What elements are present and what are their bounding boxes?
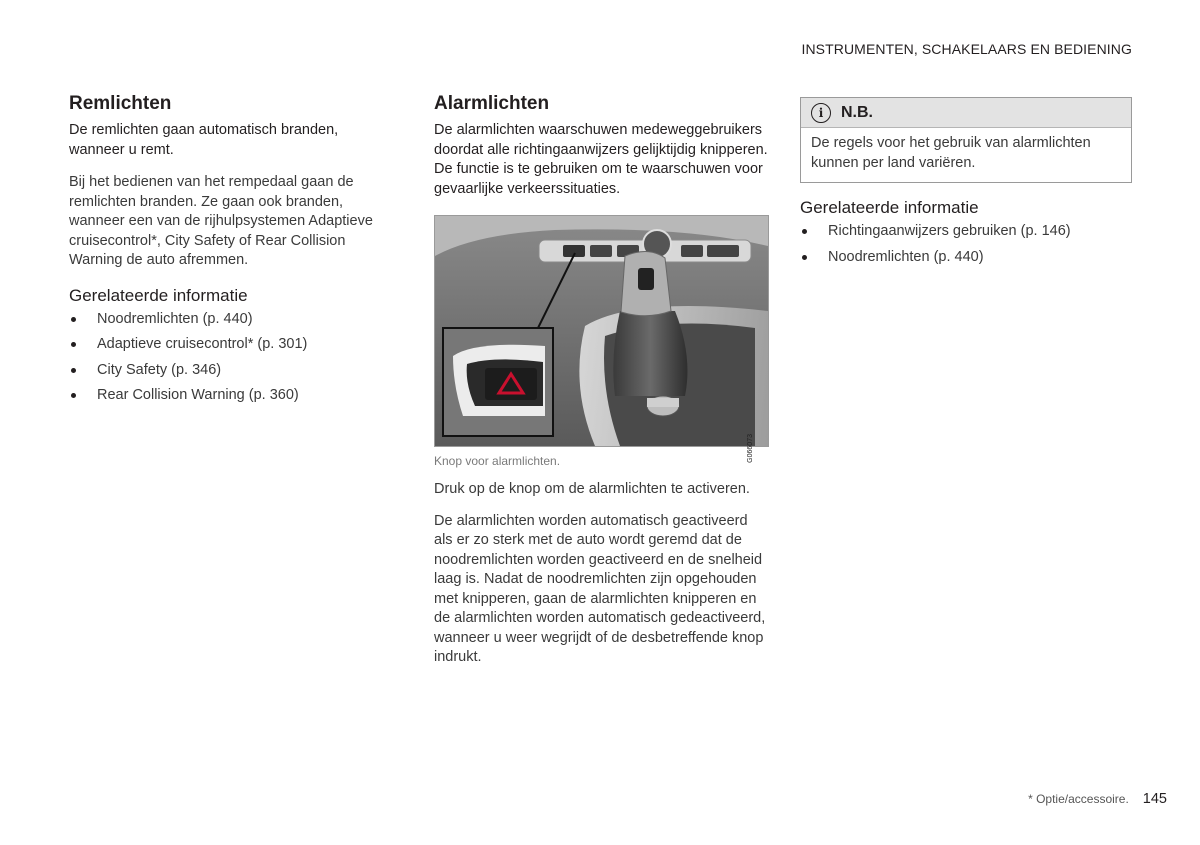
info-icon: i — [811, 103, 831, 123]
page-footer — [1028, 791, 1167, 807]
figure-code: G066073 — [747, 434, 754, 463]
footnote: * Optie/accessoire. — [1028, 792, 1129, 806]
lead-paragraph: De alarmlichten waarschuwen medeweggebruikers doordat alle richtingaanwijzers gelijktijdig knipperen. De functie is te gebruiken om te waarschuwen voor gevaarlijke verkeerssituaties. — [434, 122, 768, 197]
related-info-heading: Gerelateerde informatie — [800, 198, 979, 217]
body-paragraph: De alarmlichten worden automatisch geactiveerd als er zo sterk met de auto wordt geremd dat de noodremlichten worden geactiveerd en de snelheid laag is. Nadat de noodremlichten zijn opgehouden met knipperen, gaan de alarmlichten knipperen en de alarmlichten worden automatisch gedeactiveerd, wanneer u weer wegrijdt of de desbetreffende knop indrukt. — [434, 512, 766, 665]
section-title: Alarmlichten — [434, 93, 550, 114]
related-link[interactable]: Richtingaanwijzers gebruiken (p. 146) — [800, 222, 1132, 241]
page-number: 145 — [1142, 791, 1167, 807]
note-box — [800, 97, 1132, 183]
note-text: De regels voor het gebruik van alarmlichten kunnen per land variëren. — [811, 135, 1091, 171]
related-link[interactable]: Noodremlichten (p. 440) — [800, 248, 1132, 267]
running-header: INSTRUMENTEN, SCHAKELAARS EN BEDIENING — [801, 41, 1132, 57]
related-link[interactable]: Adaptieve cruisecontrol* (p. 301) — [69, 335, 394, 354]
body-paragraph: Bij het bedienen van het rempedaal gaan de remlichten branden. Ze gaan ook branden, wanneer een van de rijhulpsystemen Adaptieve cruisecontrol*, City Safety of Rear Collision Warning de auto afremmen. — [69, 174, 373, 268]
related-info-heading: Gerelateerde informatie — [69, 285, 248, 305]
related-links-list — [69, 310, 394, 406]
figure-caption: Knop voor alarmlichten. — [434, 454, 561, 468]
related-link[interactable]: Noodremlichten (p. 440) — [69, 310, 394, 329]
related-links-list — [800, 222, 1132, 267]
section-note — [800, 97, 1132, 273]
section-remlichten — [69, 93, 394, 412]
body-paragraph: Druk op de knop om de alarmlichten te activeren. — [434, 481, 750, 497]
note-header — [801, 98, 1131, 128]
note-title: N.B. — [841, 103, 873, 121]
section-alarmlichten — [434, 93, 769, 680]
related-link[interactable]: Rear Collision Warning (p. 360) — [69, 386, 394, 405]
related-link[interactable]: City Safety (p. 346) — [69, 361, 394, 380]
section-title: Remlichten — [69, 93, 172, 114]
lead-paragraph: De remlichten gaan automatisch branden, wanneer u remt. — [69, 122, 339, 158]
